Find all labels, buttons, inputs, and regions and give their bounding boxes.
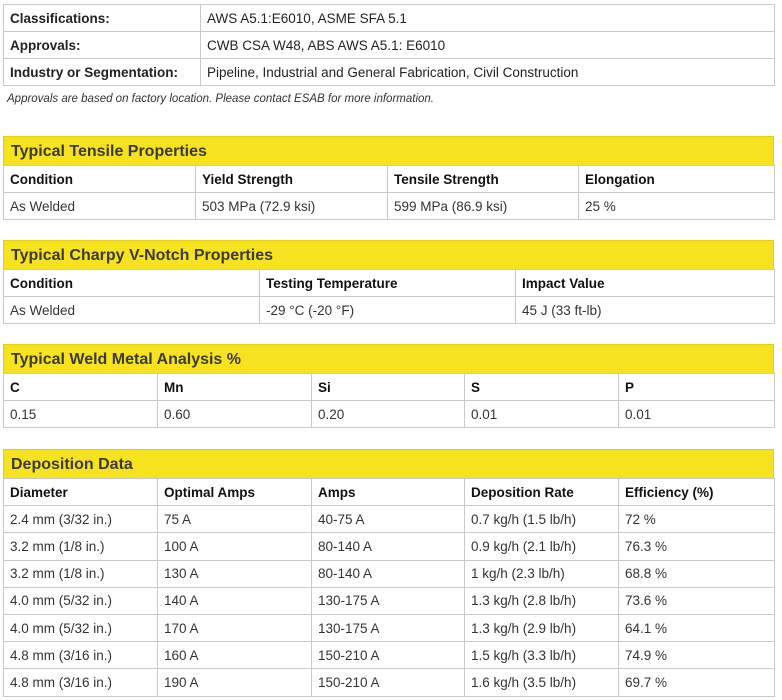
table-cell: 160 A — [158, 642, 312, 669]
column-header: Elongation — [579, 166, 775, 193]
table-row — [4, 614, 775, 641]
table-header-row — [4, 270, 775, 297]
table-cell: 0.60 — [158, 401, 312, 428]
table-cell: 0.01 — [619, 401, 775, 428]
table-cell: 1.3 kg/h (2.9 lb/h) — [465, 614, 619, 641]
table-row — [4, 642, 775, 669]
table-header-row — [4, 479, 775, 506]
table-row — [4, 193, 775, 220]
approvals-label: Approvals: — [4, 32, 201, 59]
column-header: Diameter — [4, 479, 158, 506]
classifications-row — [4, 5, 775, 32]
column-header: Deposition Rate — [465, 479, 619, 506]
column-header: Yield Strength — [196, 166, 388, 193]
table-header-row — [4, 374, 775, 401]
industry-label: Industry or Segmentation: — [4, 59, 201, 86]
table-cell: 503 MPa (72.9 ksi) — [196, 193, 388, 220]
column-header: Condition — [4, 270, 260, 297]
section-title: Typical Charpy V-Notch Properties — [3, 240, 774, 269]
table-cell: 69.7 % — [619, 669, 775, 696]
column-header: S — [465, 374, 619, 401]
column-header: Condition — [4, 166, 196, 193]
column-header: P — [619, 374, 775, 401]
table-cell: 75 A — [158, 506, 312, 533]
table-row — [4, 587, 775, 614]
table-cell: -29 °C (-20 °F) — [260, 297, 516, 324]
column-header: Efficiency (%) — [619, 479, 775, 506]
table-row — [4, 669, 775, 696]
table-cell: 100 A — [158, 533, 312, 560]
industry-value: Pipeline, Industrial and General Fabrication, Civil Construction — [201, 59, 775, 86]
table-row — [4, 560, 775, 587]
table-cell: 150-210 A — [312, 669, 465, 696]
table-cell: 3.2 mm (1/8 in.) — [4, 533, 158, 560]
deposition-data-section — [3, 449, 774, 697]
approvals-note: Approvals are based on factory location. Please contact ESAB for more information. — [7, 93, 434, 105]
table-cell: 73.6 % — [619, 587, 775, 614]
table-cell: 80-140 A — [312, 560, 465, 587]
table-cell: 76.3 % — [619, 533, 775, 560]
charpy-table — [3, 269, 775, 324]
table-cell: 599 MPa (86.9 ksi) — [388, 193, 579, 220]
weld-metal-analysis-section — [3, 344, 774, 428]
table-cell: 130-175 A — [312, 587, 465, 614]
column-header: Testing Temperature — [260, 270, 516, 297]
table-cell: 25 % — [579, 193, 775, 220]
column-header: Amps — [312, 479, 465, 506]
table-row — [4, 297, 775, 324]
table-cell: As Welded — [4, 297, 260, 324]
tensile-table — [3, 165, 775, 220]
table-cell: 130-175 A — [312, 614, 465, 641]
section-title: Deposition Data — [3, 449, 774, 478]
table-cell: 68.8 % — [619, 560, 775, 587]
table-cell: 140 A — [158, 587, 312, 614]
classifications-label: Classifications: — [4, 5, 201, 32]
column-header: Mn — [158, 374, 312, 401]
table-cell: 64.1 % — [619, 614, 775, 641]
table-cell: 0.20 — [312, 401, 465, 428]
table-cell: 40-75 A — [312, 506, 465, 533]
section-title: Typical Tensile Properties — [3, 136, 774, 165]
column-header: Impact Value — [516, 270, 775, 297]
table-cell: As Welded — [4, 193, 196, 220]
column-header: C — [4, 374, 158, 401]
table-cell: 130 A — [158, 560, 312, 587]
classifications-value: AWS A5.1:E6010, ASME SFA 5.1 — [201, 5, 775, 32]
product-info-table — [3, 4, 775, 86]
table-cell: 4.8 mm (3/16 in.) — [4, 669, 158, 696]
table-cell: 4.8 mm (3/16 in.) — [4, 642, 158, 669]
table-cell: 190 A — [158, 669, 312, 696]
table-cell: 74.9 % — [619, 642, 775, 669]
table-cell: 1.3 kg/h (2.8 lb/h) — [465, 587, 619, 614]
table-cell: 170 A — [158, 614, 312, 641]
table-cell: 0.9 kg/h (2.1 lb/h) — [465, 533, 619, 560]
table-row — [4, 401, 775, 428]
column-header: Si — [312, 374, 465, 401]
table-cell: 4.0 mm (5/32 in.) — [4, 587, 158, 614]
table-row — [4, 533, 775, 560]
table-cell: 80-140 A — [312, 533, 465, 560]
table-cell: 0.15 — [4, 401, 158, 428]
table-cell: 1.5 kg/h (3.3 lb/h) — [465, 642, 619, 669]
table-header-row — [4, 166, 775, 193]
analysis-table — [3, 373, 775, 428]
table-cell: 72 % — [619, 506, 775, 533]
table-cell: 2.4 mm (3/32 in.) — [4, 506, 158, 533]
approvals-row — [4, 32, 775, 59]
table-cell: 3.2 mm (1/8 in.) — [4, 560, 158, 587]
table-cell: 0.01 — [465, 401, 619, 428]
section-title: Typical Weld Metal Analysis % — [3, 344, 774, 373]
charpy-properties-section — [3, 240, 774, 324]
approvals-value: CWB CSA W48, ABS AWS A5.1: E6010 — [201, 32, 775, 59]
deposition-table — [3, 478, 775, 697]
column-header: Optimal Amps — [158, 479, 312, 506]
table-cell: 1 kg/h (2.3 lb/h) — [465, 560, 619, 587]
column-header: Tensile Strength — [388, 166, 579, 193]
table-cell: 1.6 kg/h (3.5 lb/h) — [465, 669, 619, 696]
table-cell: 45 J (33 ft-lb) — [516, 297, 775, 324]
table-cell: 150-210 A — [312, 642, 465, 669]
table-cell: 4.0 mm (5/32 in.) — [4, 614, 158, 641]
table-cell: 0.7 kg/h (1.5 lb/h) — [465, 506, 619, 533]
tensile-properties-section — [3, 136, 774, 220]
industry-row — [4, 59, 775, 86]
table-row — [4, 506, 775, 533]
